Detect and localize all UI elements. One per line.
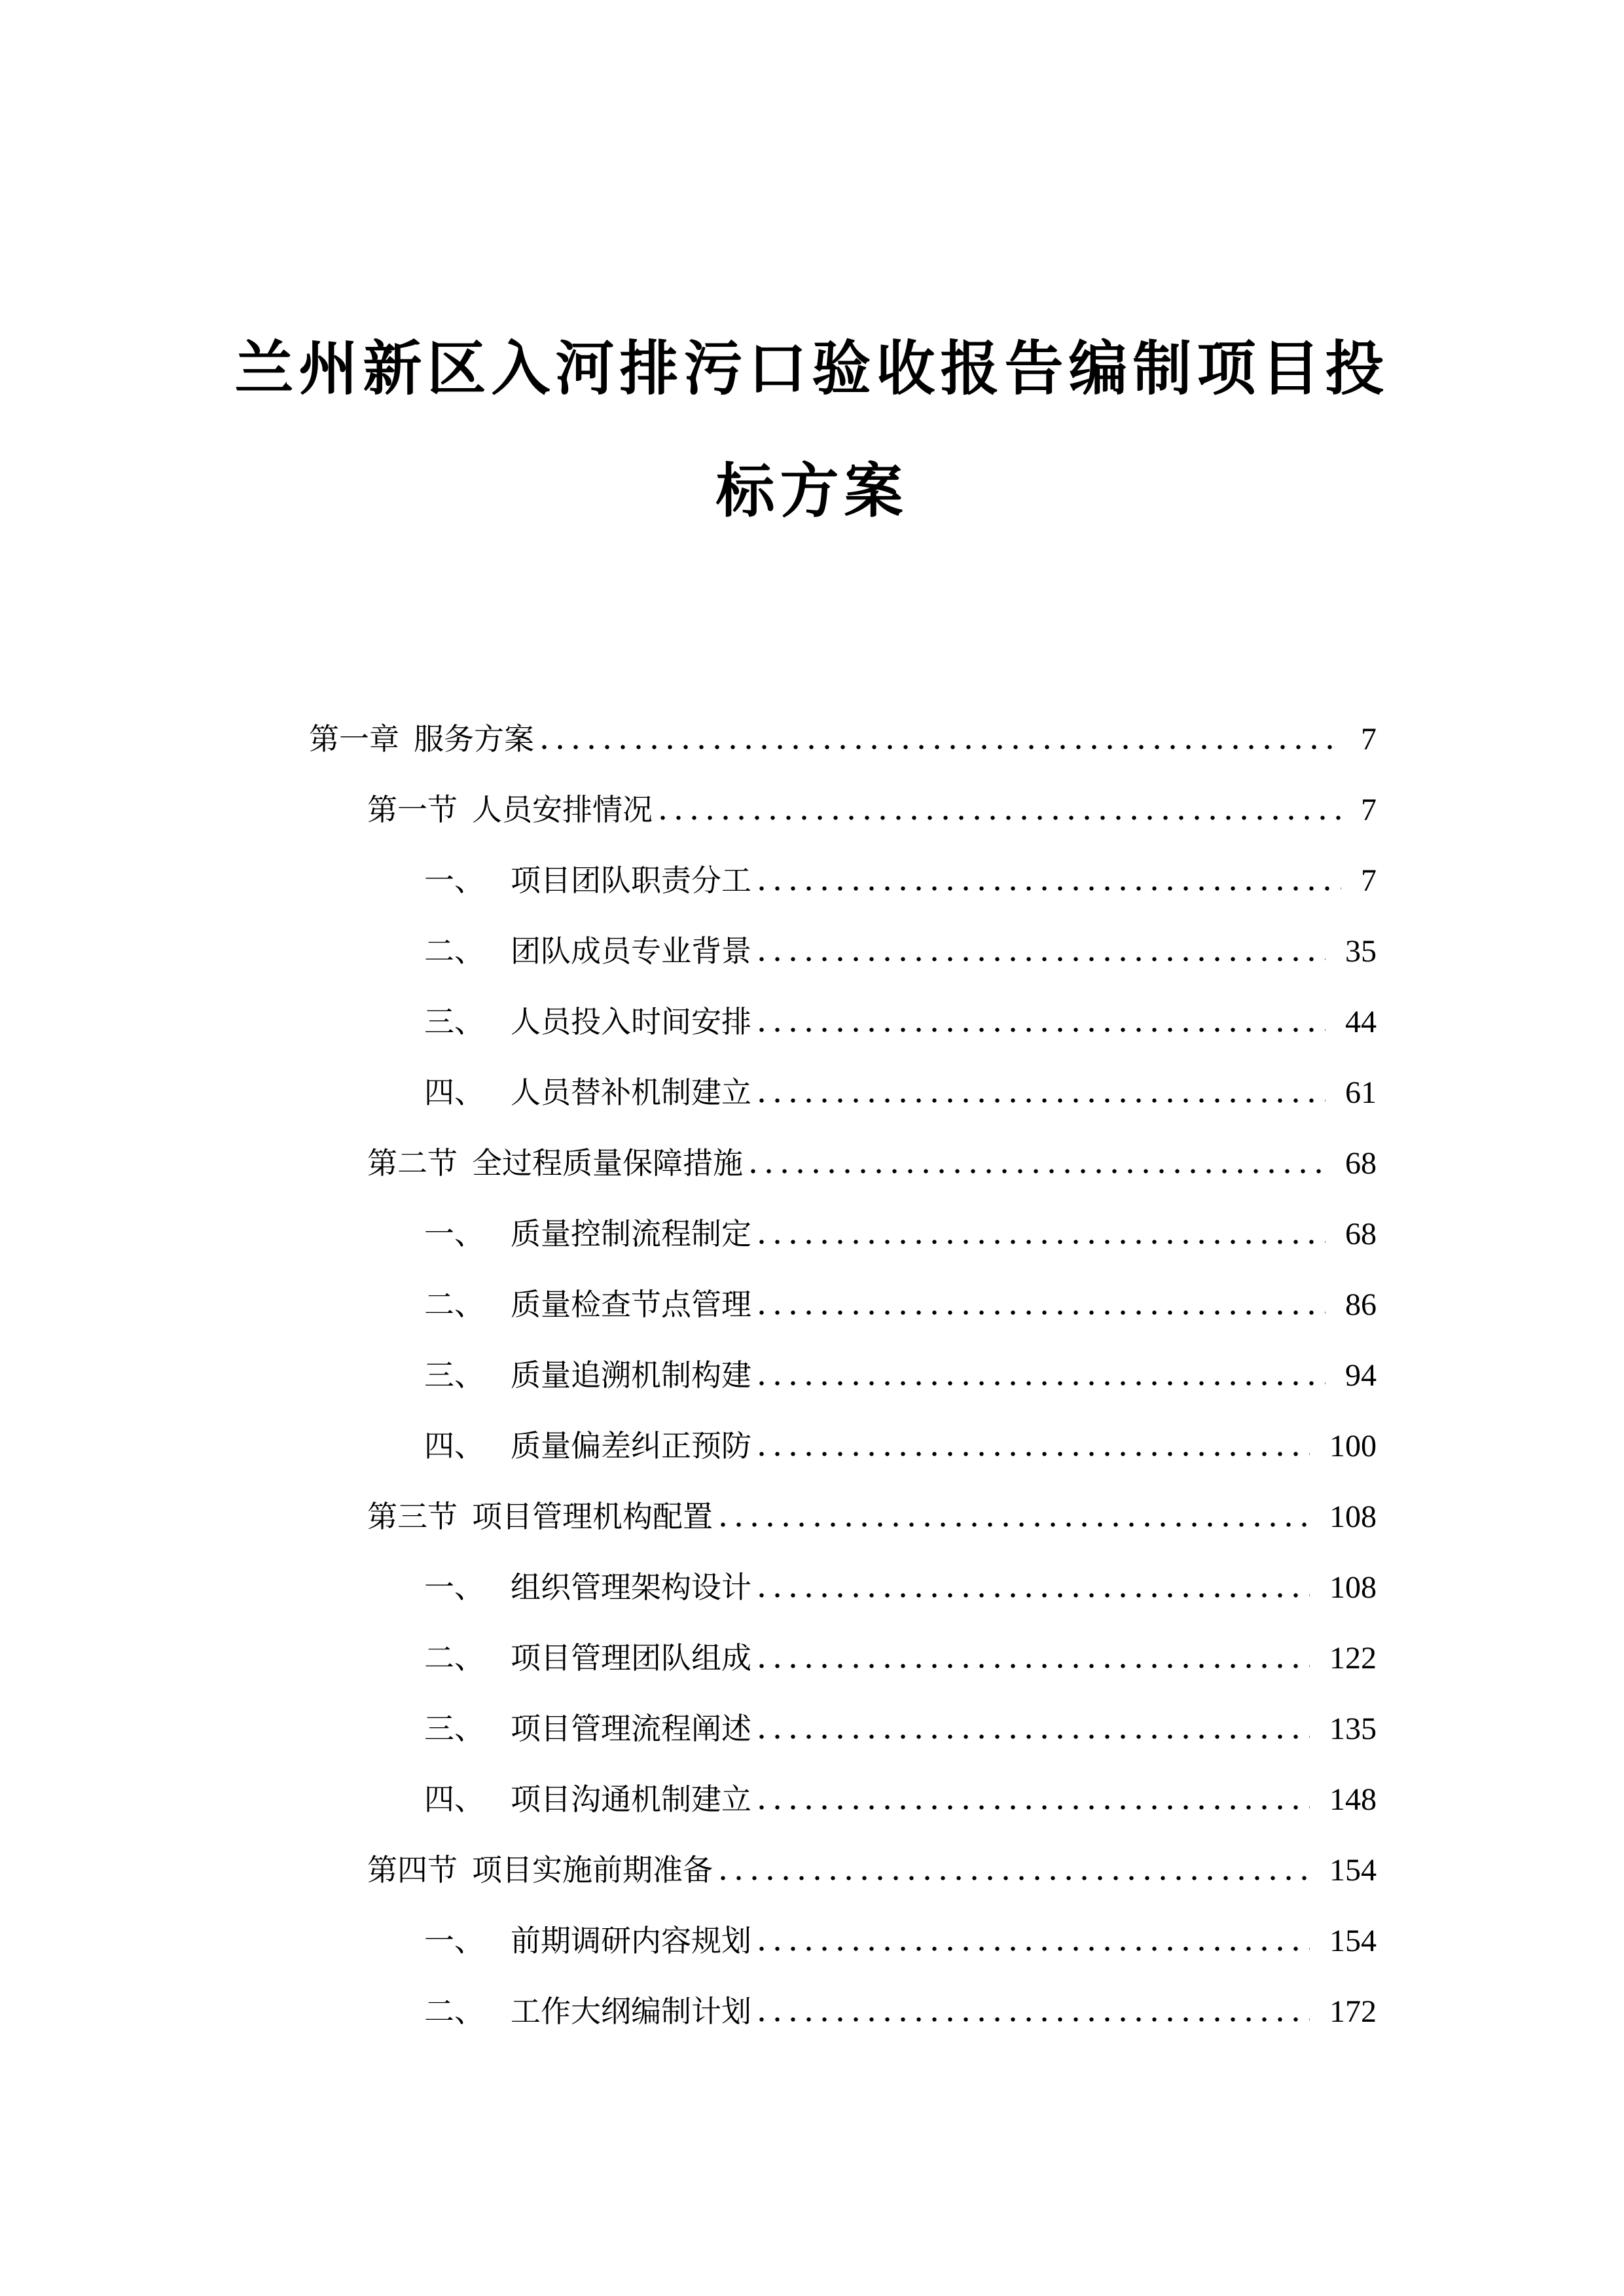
- dot-leader: [759, 1381, 1326, 1386]
- toc-entry-page-number: 100: [1329, 1429, 1377, 1463]
- toc-entry-page-number: 35: [1345, 934, 1377, 969]
- toc-entry-text: 项目管理机构配置: [472, 1500, 713, 1534]
- toc-entry: [309, 1977, 1377, 2047]
- toc-entry-text: 质量检查节点管理: [511, 1288, 751, 1321]
- toc-entry: [309, 846, 1377, 916]
- toc-entry: [309, 1623, 1377, 1694]
- toc-entry-prefix: 二、: [424, 1641, 484, 1675]
- toc-entry-prefix: 第四节: [367, 1854, 458, 1887]
- toc-entry-text: 人员投入时间安排: [511, 1005, 751, 1039]
- toc-entry-prefix: 二、: [424, 1288, 484, 1321]
- dot-leader: [759, 1593, 1310, 1598]
- toc-entry: [309, 987, 1377, 1058]
- toc-entry-page-number: 68: [1345, 1146, 1377, 1181]
- toc-entry: [309, 1128, 1377, 1199]
- toc-entry-text: 工作大纲编制计划: [511, 1995, 751, 2028]
- toc-entry-text: 人员安排情况: [472, 793, 653, 827]
- dot-leader: [759, 886, 1341, 891]
- toc-entry-page-number: 154: [1329, 1924, 1377, 1958]
- toc-entry: [309, 1199, 1377, 1270]
- dot-leader: [721, 1522, 1310, 1527]
- toc-entry: [309, 775, 1377, 846]
- toc-entry-prefix: 三、: [424, 1005, 484, 1039]
- table-of-contents: [309, 704, 1377, 2047]
- dot-leader: [660, 816, 1341, 820]
- dot-leader: [759, 1805, 1310, 1810]
- toc-entry-text: 团队成员专业背景: [511, 935, 751, 968]
- toc-entry-text: 项目管理流程阐述: [511, 1712, 751, 1746]
- toc-entry: [309, 1694, 1377, 1765]
- dot-leader: [759, 1452, 1310, 1456]
- toc-entry-prefix: 四、: [424, 1076, 484, 1109]
- toc-entry-prefix: 四、: [424, 1429, 484, 1463]
- toc-entry: [309, 1906, 1377, 1977]
- toc-entry: [309, 1482, 1377, 1552]
- dot-leader: [759, 2017, 1310, 2022]
- toc-entry-page-number: 172: [1329, 1994, 1377, 2029]
- toc-entry-prefix: 一、: [424, 1217, 484, 1251]
- toc-entry-text: 项目团队职责分工: [511, 864, 751, 897]
- toc-entry-prefix: 二、: [424, 935, 484, 968]
- toc-entry: [309, 1340, 1377, 1411]
- dot-leader: [721, 1876, 1310, 1880]
- toc-entry-page-number: 7: [1361, 863, 1377, 898]
- dot-leader: [759, 1028, 1326, 1032]
- toc-entry-prefix: 第一章: [309, 723, 399, 756]
- toc-entry-text: 项目实施前期准备: [472, 1854, 713, 1887]
- toc-entry-text: 人员替补机制建立: [511, 1076, 751, 1109]
- document-title-line-1: 兰州新区入河排污口验收报告编制项目投: [234, 337, 1390, 402]
- dot-leader: [759, 1664, 1310, 1668]
- dot-leader: [759, 957, 1326, 961]
- toc-entry-text: 质量偏差纠正预防: [511, 1429, 751, 1463]
- toc-entry-text: 项目沟通机制建立: [511, 1783, 751, 1816]
- toc-entry-prefix: 二、: [424, 1995, 484, 2028]
- toc-entry: [309, 1270, 1377, 1340]
- toc-entry-page-number: 94: [1345, 1358, 1377, 1393]
- dot-leader: [751, 1169, 1326, 1174]
- toc-entry-page-number: 61: [1345, 1075, 1377, 1110]
- toc-entry-prefix: 第三节: [367, 1500, 458, 1534]
- dot-leader: [759, 1946, 1310, 1951]
- dot-leader: [542, 745, 1341, 749]
- toc-entry-text: 质量追溯机制构建: [511, 1359, 751, 1392]
- toc-entry-page-number: 148: [1329, 1782, 1377, 1817]
- toc-entry-text: 前期调研内容规划: [511, 1924, 751, 1958]
- toc-entry: [309, 1058, 1377, 1128]
- toc-entry: [309, 1411, 1377, 1482]
- toc-entry-page-number: 108: [1329, 1499, 1377, 1534]
- toc-entry-text: 组织管理架构设计: [511, 1571, 751, 1604]
- toc-entry-prefix: 一、: [424, 1571, 484, 1604]
- toc-entry-page-number: 68: [1345, 1217, 1377, 1251]
- toc-entry-page-number: 154: [1329, 1853, 1377, 1888]
- document-title-line-2: 标方案: [715, 459, 909, 524]
- toc-entry-prefix: 一、: [424, 1924, 484, 1958]
- toc-entry-page-number: 108: [1329, 1570, 1377, 1605]
- toc-entry-text: 服务方案: [414, 723, 534, 756]
- toc-entry-prefix: 三、: [424, 1359, 484, 1392]
- toc-entry-prefix: 第一节: [367, 793, 458, 827]
- toc-entry-page-number: 135: [1329, 1712, 1377, 1746]
- dot-leader: [759, 1310, 1326, 1315]
- toc-entry-page-number: 86: [1345, 1287, 1377, 1322]
- document-title: [52, 308, 1572, 553]
- toc-entry-page-number: 7: [1361, 722, 1377, 757]
- toc-entry-text: 质量控制流程制定: [511, 1217, 751, 1251]
- toc-entry-text: 全过程质量保障措施: [472, 1147, 743, 1180]
- toc-entry-prefix: 第二节: [367, 1147, 458, 1180]
- toc-entry-page-number: 7: [1361, 793, 1377, 827]
- toc-entry-text: 项目管理团队组成: [511, 1641, 751, 1675]
- dot-leader: [759, 1734, 1310, 1739]
- toc-entry: [309, 1835, 1377, 1906]
- toc-entry-prefix: 三、: [424, 1712, 484, 1746]
- toc-entry: [309, 1552, 1377, 1623]
- toc-entry: [309, 1765, 1377, 1835]
- dot-leader: [759, 1098, 1326, 1103]
- dot-leader: [759, 1240, 1326, 1244]
- toc-entry-page-number: 122: [1329, 1641, 1377, 1676]
- toc-entry: [309, 704, 1377, 775]
- toc-entry-page-number: 44: [1345, 1005, 1377, 1039]
- toc-entry-prefix: 一、: [424, 864, 484, 897]
- toc-entry: [309, 916, 1377, 987]
- toc-entry-prefix: 四、: [424, 1783, 484, 1816]
